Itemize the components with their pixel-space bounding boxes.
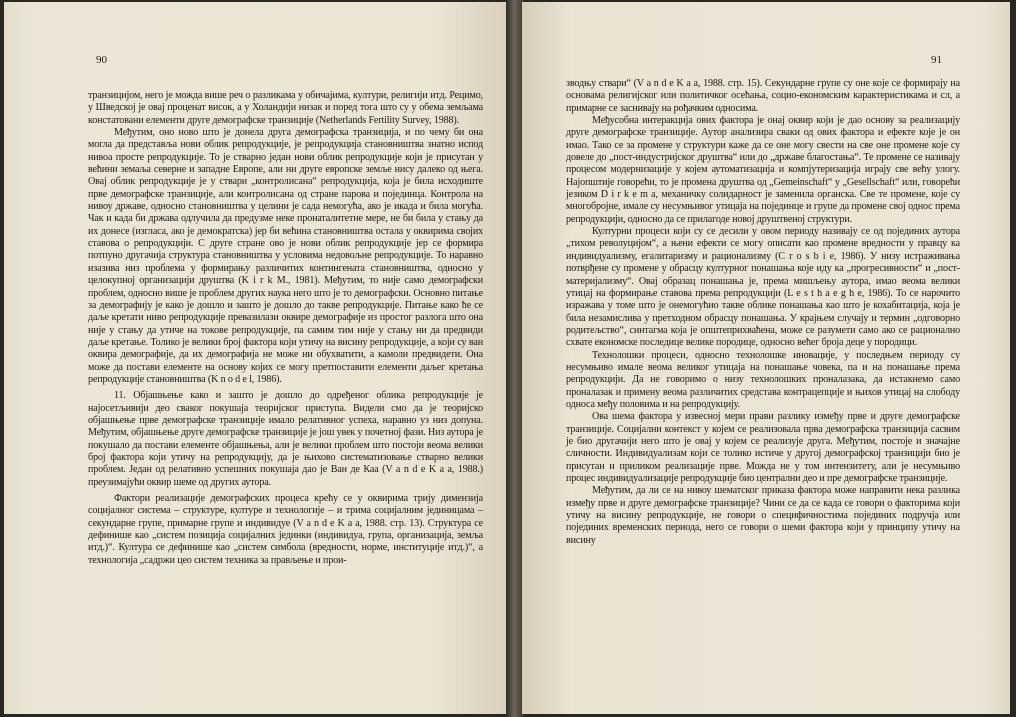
right-paragraph-3: Културни процеси који су се десили у овом периоду називају се од појединих аутора „тихом револуцијом“, а њени ефекти се могу описати као промене вредности у правцу ка индивидуализму, егалитаризму и рационализму (C r o s b i e, 1986). У низу истраживања потврђене су промене у обрасцу културног понашања које иду ка „прогресивности“ и „пост-материјализму“. Овај образац понашања је, према мишљењу аутора, имао веома велики утицај на формирање ставова према репродукцији (L e s t h a e g h e, 1986). То се нарочито изражава у томе што је онемогућио такве облике понашања као што је кохабитација, која је била незамислива у претходном обрасцу понашања. У крајњем случају и термин „одговорно родитељство“, синтагма која је општеприхваћена, може се разумети само ако се рационално схвате економске последице велике породице, односно већег броја деце у породици. (566, 226, 960, 349)
left-page (4, 2, 508, 714)
right-page-number: 91 (931, 54, 942, 66)
right-paragraph-1: зводњу ствари“ (V a n d e K a a, 1988. стр. 15). Секундарне групе су оне које се формирају на основама религијског или политичког осећања, социо-економским карактеристикама и сл, а примарне се заснивају на рођачким односима. (566, 78, 960, 114)
right-page (522, 2, 1010, 714)
right-paragraph-5: Ова шема фактора у извесној мери прави разлику између прве и друге демографске транзиције. Социјални контекст у којем се реализовала прва демографска транзиција сасвим је био другачији него што је овај у којем се реализује друга. Међутим, постоје и значајне сличности. Индивидуализам који се толико истиче у другој демографској транзицији био је присутан и приликом реализације прве. Можда не у том интензитету, али је несумњиво процес индивидуализације репродукције био централни део и пре демографске транзиције. (566, 411, 960, 484)
right-paragraph-6: Међутим, да ли се на нивоу шематског приказа фактора може направити нека разлика између прве и друге демографске транзиције? Чини се да се када се говори о факторима који утичу на висину репродукције, не говори о специфичностима појединих подручја или појединих временских периода, него се говори о шеми фактора који у принципу утичу на висину (566, 485, 960, 546)
right-paragraph-2: Међусобна интеракција ових фактора је онај оквир који је дао основу за реализацију друге демографске транзиције. Аутор анализира сваки од ових фактора и ефекте које је он имао. Тако се за промене у структури каже да се оне могу свести на све оне промене које су довеле до „пост-индустријског друштва“ или до „државе благостања“. Те промене се називају процесом модернизације у којем аутоматизација и компјутеризација играју све већу улогу. Најопштије говорећи, то је промена друштва од „Gemeinschaft“ у „Gesellschaft“ или, говорећи језиком D i r k e m a, механичку солидарност је заменила органска. Све те промене, које су многобројне, имале су несумњивог утицаја на појединце и групе да промене свој однос према репродукцији, односно да се прилагоде новој друштвеној структури. (566, 115, 960, 225)
left-paragraph-2: Међутим, оно ново што је донела друга демографска транзиција, и по чему би она могла да представља нови облик репродукције, је репродукција становништва знатно испод нивоа просте репродукције. То је стварно један нови облик репродукције који је присутан у већини земаља северне и западне Европе, али ни друге европске земље нису далеко од њега. Овај облик репродукције је у ствари „контролисана“ репродукција, која је била исходиште прве демографске транзиције, али контролисана од стране парова и појединца. Контрола на нивоу државе, односно становништва у целини је сада немогућа, ако је икада и била могућа. Чак и када би држава одлучила да предузме неке пронаталитетне мере, не би била у стању да их донесе (изгласа, ако је демократска) јер би већина становништва остала у оквирима својих ставова о репродукцији. С друге стране ово је нови облик репродукције јер се формира потпуно другачија структура становништва у условима недовољне репродукције. То наравно изазива низ проблема у формирању различитих контингената становништва, односно у целокупној организацији друштва (K i r k M., 1981). Међутим, то није само демографски проблем, односно више је проблем других наука него што је то демографски. Основно питање за демографију је како је дошло и зашто је дошло до такве репродукције. Питање како ће се даље кретати ниво репродукције превазилази оквире демографије из простог разлога што она није у стању да утиче на токове репродукције, па самим тим није у стању ни да предвиди даље кретање. Толико је велики број фактора који утичу на висину репродукције, а који су ван оквира демографије, да их демографија не може ни обухватити, а камоли предвидети. Она може да постави елементе на основу којих се могу претпоставити елементи даљег кретања репродукције становништва (K n o d e l, 1986). (88, 127, 483, 385)
left-page-number: 90 (96, 54, 107, 66)
left-paragraph-1: транзицијом, него је можда више реч о разликама у обичајима, култури, религији итд. Рецимо, у Шведској је овај проценат висок, а у Холандији низак и поред тога што су у обема земљама констатовани елементи друге демографске транзиције (Netherlands Fertility Survey, 1988). (88, 90, 483, 126)
right-paragraph-4: Технолошки процеси, односно технолошке иновације, у последњем периоду су несумњиво имале веома великог утицаја на понашање човека, па и на понашање према репродукцији. Да не говоримо о низу технолошких проналазака, да истакнемо само проналазак и примену веома различитих средстава контрацепције и њихов утицај на слободу односа међу половима и на репродукцију. (566, 349, 960, 410)
left-paragraph-3: 11. Објашњење како и зашто је дошло до одређеног облика репродукције је најосетљивији део сваког покушаја теоријског приступа. Видели смо да је теоријско објашњење прве демографске транзиције имало релативног успеха, наравно уз низ допуна. Међутим, објашњење друге демографске транзиције је још увек у почетној фази. Низ аутора је покушало да постави елементе објашњења, али је велики проблем што постоји веома велики број фактора који утичу на репродукцију, да је њихово систематизовање стварно велики проблем. Један од релативно успешних покушаја дао је Ван де Каа (V a n d e K a a, 1988.) преузимајући оквир шеме од других аутора. (88, 390, 483, 488)
right-page-body (566, 78, 960, 547)
left-page-body (88, 90, 483, 567)
left-paragraph-4: Фактори реализације демографских процеса крећу се у оквирима трију димензија социјалног система – структуре, културе и технологије – и трима социјалним јединицама – секундарне групе, примарне групе и индивидуе (V a n d e K a a, 1988. стр. 13). Структура се дефинише као „систем позиција социјалних јединки (индивидуа, група, организација, земља итд.)“. Култура се дефинише као „систем симбола (вредности, норме, институције итд.)“, а технологија „садржи цео систем техника за прављење и прои- (88, 493, 483, 566)
